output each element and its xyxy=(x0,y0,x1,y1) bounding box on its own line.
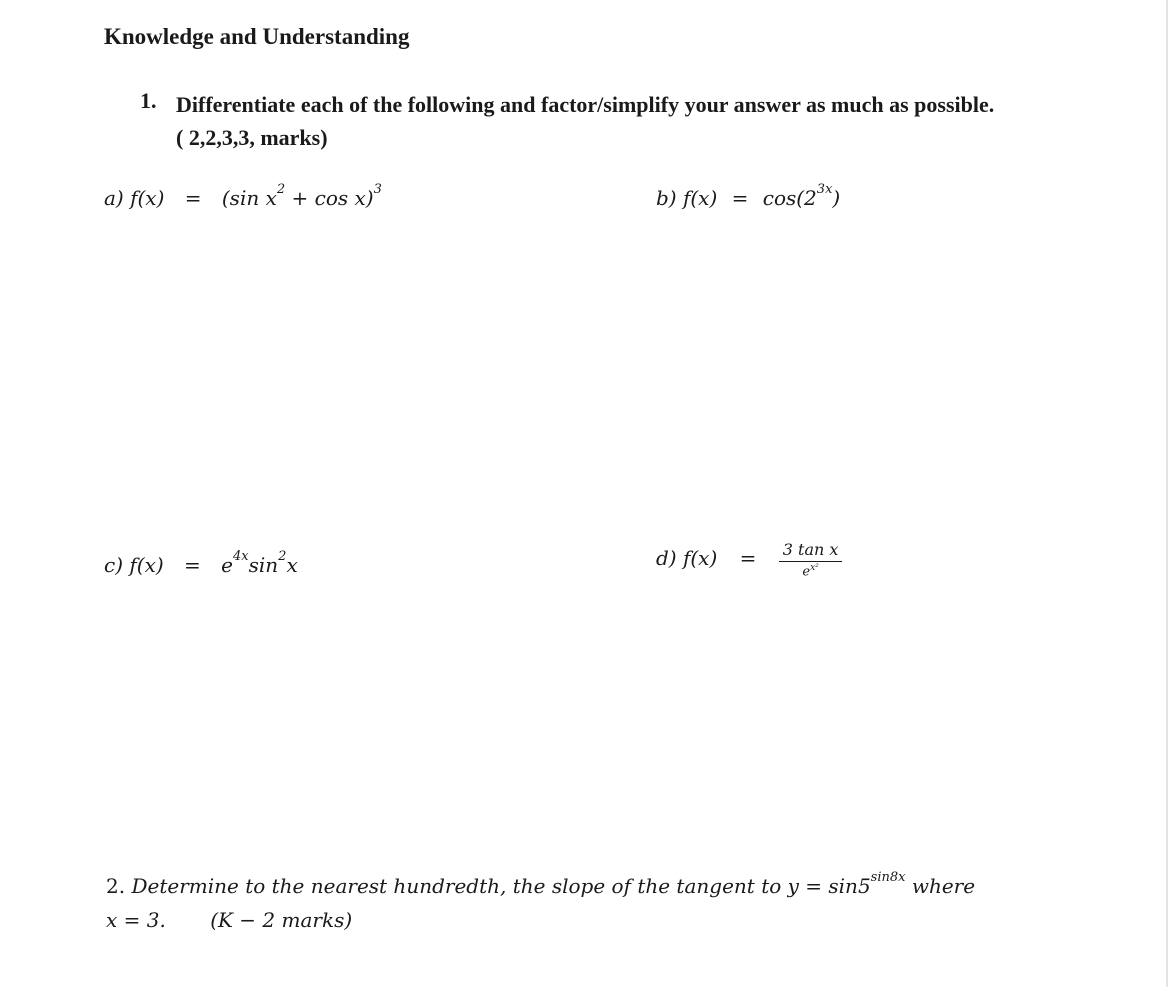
part-a xyxy=(104,182,382,210)
part-c-sup1: 4x xyxy=(233,549,249,565)
question-1-text: Differentiate each of the following and factor/simplify your answer as much as possible. ( 2,2,3,3, marks) xyxy=(176,92,995,150)
part-a-expr: (sin x xyxy=(221,186,277,210)
section-heading: Knowledge and Understanding xyxy=(104,24,410,49)
part-c-base1: e xyxy=(221,553,233,577)
part-c-label: c) xyxy=(104,553,124,577)
part-c-lhs: f(x) xyxy=(129,553,164,577)
part-d-numerator: 3 tan x xyxy=(779,540,843,562)
part-a-equals: = xyxy=(184,186,202,210)
part-b-lhs: f(x) xyxy=(682,186,718,210)
question-1-number: 1. xyxy=(140,88,157,113)
part-d-den-base: e xyxy=(802,564,811,580)
part-a-label: a) xyxy=(104,186,124,210)
part-d xyxy=(656,540,842,579)
part-a-sup1: 2 xyxy=(276,182,286,198)
part-a-lhs: f(x) xyxy=(130,186,165,210)
question-2-number: 2. xyxy=(106,874,126,898)
question-2-line-1 xyxy=(106,870,976,898)
part-d-lhs: f(x) xyxy=(682,546,718,571)
question-2-marks: (K − 2 marks) xyxy=(210,908,353,932)
part-d-fraction xyxy=(779,540,843,579)
part-a-expr2: + cos x) xyxy=(285,186,374,210)
question-2-line-2 xyxy=(106,908,352,932)
part-c-sup2: 2 xyxy=(278,549,287,565)
question-2-text: Determine to the nearest hundredth, the slope of the tangent to y = sin5 xyxy=(131,874,871,898)
part-d-denominator xyxy=(779,562,843,579)
part-c-base3: x xyxy=(286,553,298,577)
page-edge xyxy=(1166,0,1168,987)
part-d-label: d) xyxy=(656,546,677,571)
question-2-text-after: where xyxy=(905,874,976,898)
part-b-label: b) xyxy=(656,186,677,210)
part-a-sup2: 3 xyxy=(373,182,382,198)
question-2-sup: sin8x xyxy=(870,870,906,886)
part-b-equals: = xyxy=(731,186,749,210)
part-d-equals: = xyxy=(739,546,757,571)
part-c-base2: sin xyxy=(248,553,279,577)
part-b xyxy=(656,182,841,210)
question-2-x-value: x = 3. xyxy=(106,908,166,932)
part-b-expr: cos(2 xyxy=(762,186,817,210)
part-b-sup1: 3x xyxy=(816,182,833,198)
part-c xyxy=(104,549,298,577)
part-c-equals: = xyxy=(184,553,201,577)
part-b-expr2: ) xyxy=(832,186,841,210)
part-d-den-sup: x² xyxy=(810,563,819,573)
